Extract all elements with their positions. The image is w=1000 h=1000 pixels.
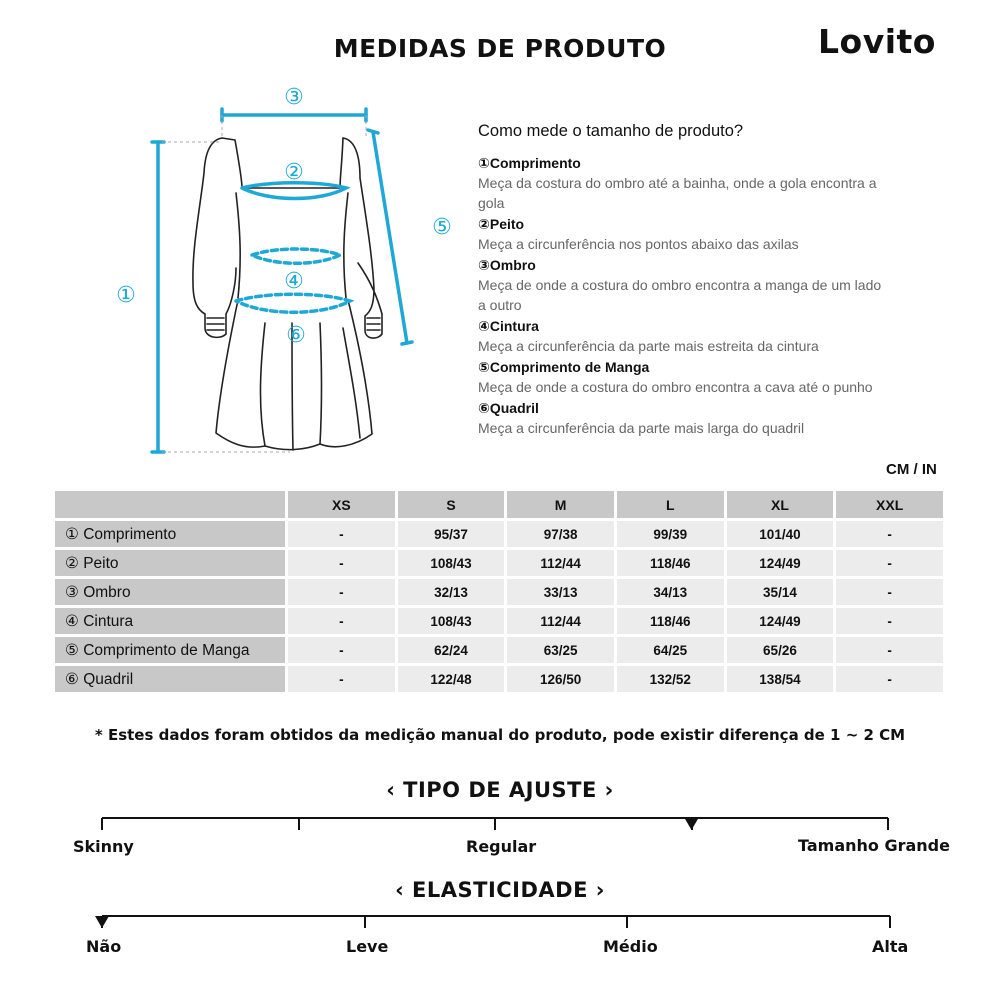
elasticity-label-high: Alta <box>872 937 909 956</box>
table-cell: - <box>288 579 395 605</box>
marker-length: ① <box>116 283 136 308</box>
dress-measurement-diagram <box>60 78 480 468</box>
left-cuff-lines <box>207 318 224 330</box>
waist-ellipse <box>252 249 340 263</box>
guide-item-desc: Meça a circunferência da parte mais larga do quadril <box>478 420 805 436</box>
table-cell: - <box>836 579 943 605</box>
table-cell: 33/13 <box>507 579 614 605</box>
table-cell: 34/13 <box>617 579 724 605</box>
elasticity-label-medium: Médio <box>603 937 658 956</box>
table-cell: 35/14 <box>727 579 834 605</box>
table-cell: 97/38 <box>507 521 614 547</box>
table-cell: 62/24 <box>398 637 505 663</box>
table-row <box>55 521 943 547</box>
guide-item-name: ③Ombro <box>478 257 536 273</box>
table-cell: 101/40 <box>727 521 834 547</box>
measurement-note: * Estes dados foram obtidos da medição manual do produto, pode existir diferença de 1 ~ 2 CM <box>94 726 906 744</box>
marker-chest: ② <box>284 160 304 185</box>
guide-item-desc-cont: gola <box>478 195 505 211</box>
skirt-folds <box>260 323 360 450</box>
table-cell: 63/25 <box>507 637 614 663</box>
table-cell: 108/43 <box>398 550 505 576</box>
table-cell: - <box>288 608 395 634</box>
guide-item-desc: Meça de onde a costura do ombro encontra a manga de um lado <box>478 277 882 293</box>
table-row <box>55 579 943 605</box>
table-header-cell: S <box>398 491 505 518</box>
table-cell: - <box>288 550 395 576</box>
table-header-cell: XL <box>727 491 834 518</box>
chest-ellipse <box>242 183 346 199</box>
table-cell: 108/43 <box>398 608 505 634</box>
table-row <box>55 550 943 576</box>
table-header-corner <box>55 491 285 518</box>
fit-label-skinny: Skinny <box>73 837 134 856</box>
guide-item-desc: Meça de onde a costura do ombro encontra a cava até o punho <box>478 379 873 395</box>
table-cell: - <box>836 521 943 547</box>
table-cell: 126/50 <box>507 666 614 692</box>
guide-item-length <box>478 153 948 213</box>
table-row <box>55 666 943 692</box>
table-cell: 138/54 <box>727 666 834 692</box>
marker-shoulder: ③ <box>284 85 304 110</box>
table-row <box>55 637 943 663</box>
size-table <box>52 488 946 695</box>
table-cell: 122/48 <box>398 666 505 692</box>
elasticity-scale <box>0 908 1000 938</box>
table-cell: 118/46 <box>617 550 724 576</box>
bodice-outline <box>222 138 343 188</box>
right-cuff-lines <box>367 318 380 330</box>
guide-item-desc-cont: a outro <box>478 297 522 313</box>
table-row <box>55 608 943 634</box>
table-cell: 32/13 <box>398 579 505 605</box>
table-cell: 112/44 <box>507 550 614 576</box>
guide-item-hip <box>478 398 948 438</box>
brand-logo: Lovito <box>818 22 936 61</box>
marker-hip: ⑥ <box>286 323 306 348</box>
table-cell: - <box>836 666 943 692</box>
fit-type-title: ‹ TIPO DE AJUSTE › <box>386 778 614 802</box>
hip-ellipse <box>236 294 350 312</box>
row-label: ② Peito <box>55 550 285 576</box>
guide-item-desc: Meça da costura do ombro até a bainha, onde a gola encontra a <box>478 175 877 191</box>
page-title: MEDIDAS DE PRODUTO <box>333 34 667 63</box>
sleeve-arrow <box>373 132 407 343</box>
table-cell: - <box>288 521 395 547</box>
guide-item-desc: Meça a circunferência nos pontos abaixo das axilas <box>478 236 799 252</box>
marker-waist: ④ <box>284 269 304 294</box>
guide-item-name: ④Cintura <box>478 318 539 334</box>
guide-item-desc: Meça a circunferência da parte mais estreita da cintura <box>478 338 819 354</box>
table-cell: - <box>836 637 943 663</box>
fit-label-regular: Regular <box>466 837 537 856</box>
guide-item-name: ⑥Quadril <box>478 400 539 416</box>
table-cell: - <box>836 608 943 634</box>
elasticity-label-light: Leve <box>346 937 389 956</box>
table-cell: - <box>836 550 943 576</box>
elasticity-indicator-arrow <box>95 916 109 928</box>
right-sleeve-outline <box>343 138 382 338</box>
elasticity-title: ‹ ELASTICIDADE › <box>395 878 605 902</box>
row-label: ⑥ Quadril <box>55 666 285 692</box>
guide-item-name: ①Comprimento <box>478 155 581 171</box>
measurement-guide <box>478 122 948 439</box>
table-cell: 64/25 <box>617 637 724 663</box>
guide-item-name: ②Peito <box>478 216 525 232</box>
table-cell: 112/44 <box>507 608 614 634</box>
marker-sleeve: ⑤ <box>432 215 452 240</box>
unit-label: CM / IN <box>886 461 937 478</box>
fit-label-oversize: Tamanho Grande <box>798 836 950 855</box>
guide-title: Como mede o tamanho de produto? <box>478 122 744 140</box>
table-cell: 99/39 <box>617 521 724 547</box>
row-label: ④ Cintura <box>55 608 285 634</box>
table-header-cell: L <box>617 491 724 518</box>
table-cell: - <box>288 637 395 663</box>
row-label: ⑤ Comprimento de Manga <box>55 637 285 663</box>
guide-item-chest <box>478 214 948 254</box>
table-cell: - <box>288 666 395 692</box>
guide-item-name: ⑤Comprimento de Manga <box>478 359 650 375</box>
table-header-row <box>55 491 943 518</box>
table-header-cell: XXL <box>836 491 943 518</box>
guide-item-sleeve <box>478 357 948 397</box>
table-cell: 95/37 <box>398 521 505 547</box>
table-cell: 65/26 <box>727 637 834 663</box>
left-sleeve-outline <box>193 138 236 337</box>
guide-item-waist <box>478 316 948 356</box>
fit-indicator-arrow <box>685 818 699 830</box>
table-cell: 124/49 <box>727 550 834 576</box>
table-cell: 118/46 <box>617 608 724 634</box>
table-header-cell: XS <box>288 491 395 518</box>
row-label: ③ Ombro <box>55 579 285 605</box>
table-cell: 124/49 <box>727 608 834 634</box>
table-header-cell: M <box>507 491 614 518</box>
row-label: ① Comprimento <box>55 521 285 547</box>
table-cell: 132/52 <box>617 666 724 692</box>
elasticity-label-none: Não <box>86 937 122 956</box>
guide-item-shoulder <box>478 255 948 315</box>
